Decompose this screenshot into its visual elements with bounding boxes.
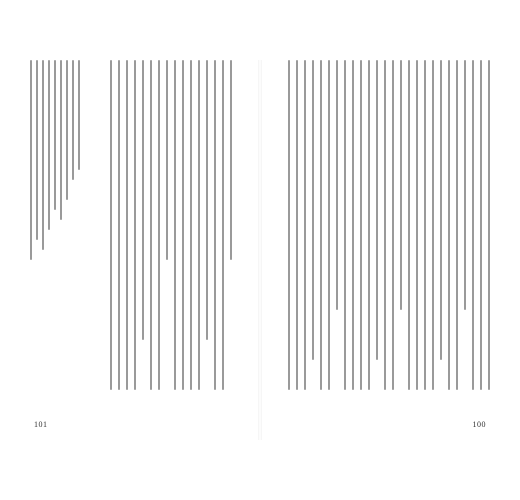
text-column-placeholder [166,60,168,260]
text-column-placeholder [230,60,232,260]
text-column-placeholder [320,60,322,390]
text-column-placeholder [54,60,56,210]
text-column-placeholder [142,60,144,340]
text-column-placeholder [190,60,192,390]
text-column-placeholder [158,60,160,390]
text-column-placeholder [126,60,128,390]
text-column-placeholder [66,60,68,200]
text-column-placeholder [174,60,176,390]
text-column-placeholder [392,60,394,390]
text-column-placeholder [48,60,50,230]
text-column-placeholder [72,60,74,180]
text-column-placeholder [60,60,62,220]
text-column-placeholder [448,60,450,390]
text-column-placeholder [30,60,32,260]
text-column-placeholder [182,60,184,390]
text-column-placeholder [424,60,426,390]
text-column-placeholder [150,60,152,390]
text-column-placeholder [288,60,290,390]
text-column-placeholder [312,60,314,360]
text-column-placeholder [118,60,120,390]
text-column-placeholder [376,60,378,360]
page-number: 101 [34,420,48,429]
text-column-placeholder [432,60,434,390]
text-column-placeholder [368,60,370,390]
text-column-placeholder [344,60,346,390]
text-column-placeholder [296,60,298,390]
text-column-placeholder [42,60,44,250]
text-column-placeholder [134,60,136,390]
text-column-placeholder [440,60,442,360]
text-column-placeholder [456,60,458,390]
text-column-placeholder [488,60,490,390]
text-column-placeholder [360,60,362,390]
text-column-placeholder [198,60,200,390]
text-column-placeholder [384,60,386,390]
text-column-placeholder [352,60,354,390]
text-column-placeholder [110,60,112,390]
text-column-placeholder [464,60,466,310]
text-column-placeholder [36,60,38,240]
text-column-placeholder [328,60,330,390]
text-column-placeholder [206,60,208,340]
text-column-placeholder [416,60,418,390]
text-column-placeholder [480,60,482,390]
text-column-placeholder [408,60,410,390]
text-column-placeholder [214,60,216,390]
text-column-placeholder [336,60,338,310]
text-column-placeholder [472,60,474,390]
right-page [260,0,520,500]
text-column-placeholder [78,60,80,170]
text-column-placeholder [304,60,306,390]
page-number: 100 [472,420,486,429]
text-column-placeholder [400,60,402,310]
text-column-placeholder [222,60,224,390]
